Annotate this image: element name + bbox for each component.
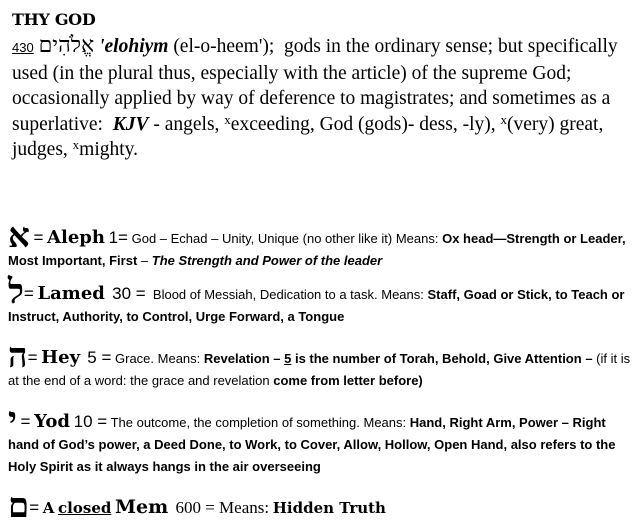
- letter-meaning: Revelation –: [203, 351, 285, 366]
- dash: –: [137, 253, 152, 268]
- equals: =: [29, 498, 40, 517]
- equals: =: [27, 348, 38, 367]
- yod-glyph: י: [8, 400, 17, 440]
- kjv-text-1: - angels,: [148, 113, 225, 135]
- letter-name: Lamed: [37, 283, 105, 304]
- letter-name: Yod: [34, 411, 70, 432]
- letter-value: 600 = Means:: [175, 498, 270, 517]
- equals: =: [20, 412, 31, 431]
- hey-glyph: ה: [8, 336, 28, 376]
- definition: gods in the ordinary sense; but specifically used (in the plural thus, especially with the article) of the supreme God; occasionally applied by way of deference to magistrates; and sometimes as a superlative:: [12, 36, 618, 135]
- x-mark: x: [72, 137, 80, 152]
- letter-description: God – Echad – Unity, Unique (no other like it) Means:: [131, 231, 439, 246]
- x-mark: x: [500, 111, 507, 127]
- kjv-text-2: exceeding, God (gods)- dess, -ly),: [230, 113, 501, 135]
- letter-description: Blood of Messiah, Dedication to a task. Means:: [152, 287, 424, 302]
- x-mark: x: [224, 111, 231, 127]
- kjv-text-3: (very) great, judges,: [12, 113, 604, 160]
- equals: =: [23, 284, 34, 303]
- letter-value: 5 =: [87, 348, 112, 367]
- letter-aleph: [8, 216, 636, 272]
- equals: =: [33, 228, 44, 247]
- letter-yod: [8, 400, 636, 478]
- letter-value: 1=: [108, 228, 128, 247]
- letter-meaning: Hidden Truth: [272, 499, 386, 517]
- pronunciation: (el-o-heem');: [173, 36, 275, 57]
- letter-hey: [8, 336, 636, 392]
- letter-final-mem: [8, 486, 636, 526]
- letter-note-bold: come from letter before): [273, 373, 423, 388]
- hebrew-word: אֱלֹהִים: [38, 33, 95, 58]
- transliteration: 'elohiym: [99, 36, 169, 57]
- letter-meaning: Hand, Right Arm, Power – Right hand of God’s power, a Deed Done, to Work, to Cover, Allow, Hollow, Open Hand, also refers to the Holy Spirit as it always hangs in the air overseeing: [8, 415, 616, 474]
- letter-meaning-number: 5: [284, 351, 292, 366]
- letter-description: The outcome, the completion of something. Means:: [110, 415, 407, 430]
- letter-name: Hey: [41, 347, 81, 368]
- letter-meaning: Ox head—Strength or Leader, Most Important, First: [8, 231, 626, 268]
- letter-value: 30 =: [112, 284, 146, 303]
- letter-value: 10 =: [73, 412, 108, 431]
- lamed-glyph: ל: [8, 272, 24, 312]
- letter-meaning-cont: is the number of Torah, Behold, Give Attention: [291, 351, 582, 366]
- mem-prefix-closed: closed: [58, 499, 112, 517]
- kjv-text-4: mighty.: [79, 139, 139, 160]
- letter-description: Grace. Means:: [115, 351, 201, 366]
- dash: –: [585, 351, 593, 366]
- letter-meaning-emphasis: The Strength and Power of the leader: [151, 253, 383, 268]
- strongs-entry: [12, 33, 632, 163]
- final-mem-glyph: ם: [8, 486, 30, 526]
- letter-lamed: [8, 272, 636, 328]
- letter-note: (if it is at the end of a word: the grace and revelation: [8, 351, 631, 388]
- letter-name: Aleph: [47, 227, 105, 248]
- page-title: THY GOD: [12, 10, 96, 29]
- letter-name: Mem: [115, 496, 169, 518]
- strongs-number-link[interactable]: 430: [12, 40, 34, 55]
- letter-meaning: Staff, Goad or Stick, to Teach or Instruct, Authority, to Control, Urge Forward, a Tongue: [8, 287, 625, 324]
- aleph-glyph: א: [8, 216, 30, 256]
- kjv-label: KJV: [112, 113, 149, 135]
- mem-prefix: A: [42, 499, 55, 517]
